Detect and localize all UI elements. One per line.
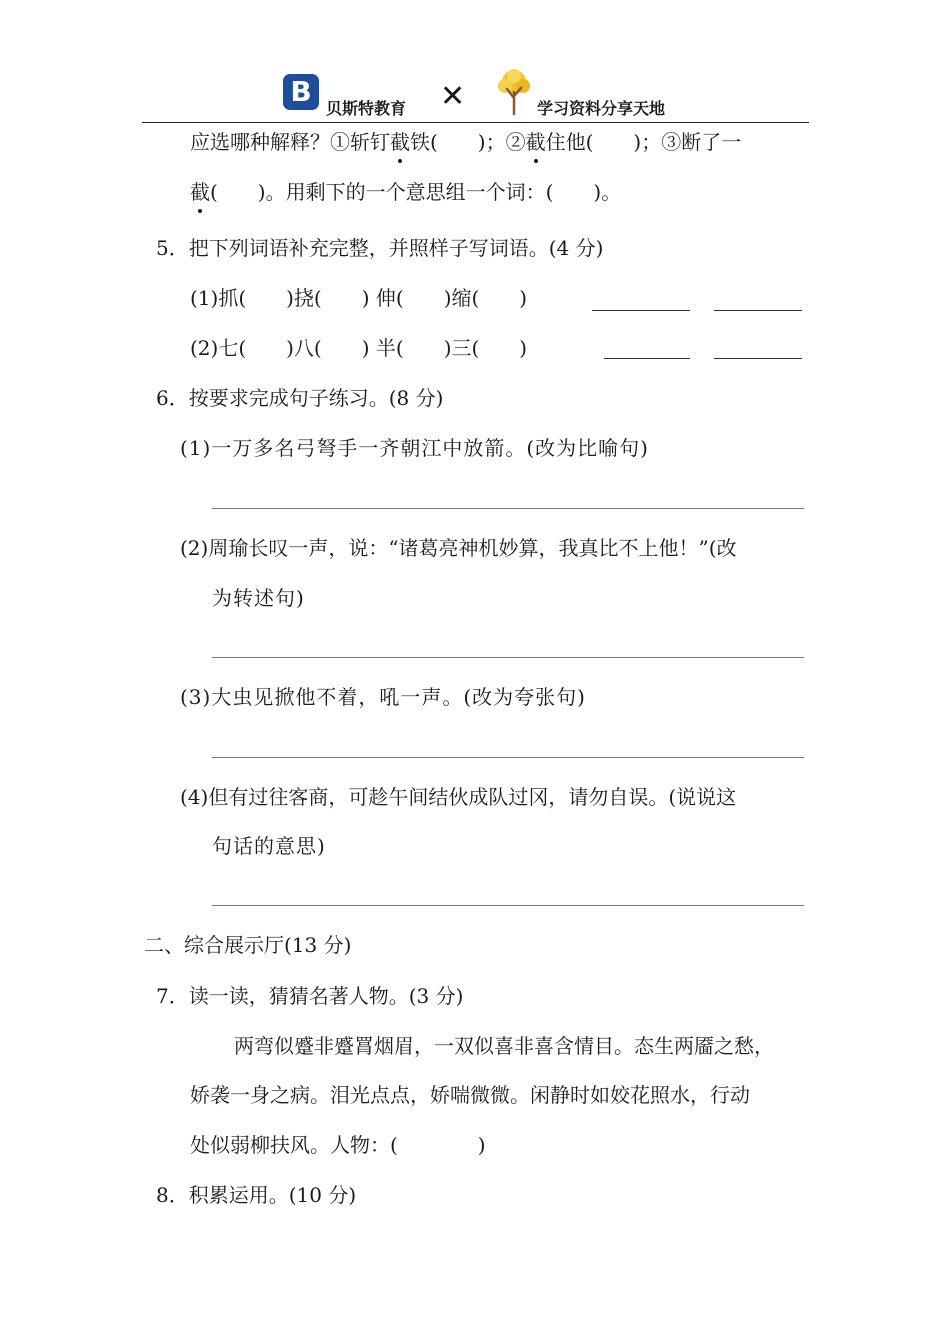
q5-row-2 <box>190 334 527 362</box>
q6-answer-line-3[interactable] <box>212 757 804 758</box>
q4-emphasis-char-3: 截 <box>190 180 210 204</box>
q5-answer-blank[interactable] <box>604 338 690 359</box>
q6-sentence-4b: 句话的意思) <box>212 834 326 858</box>
q6-sentence-2a: (2)周瑜长叹一声，说：“诸葛亮神机妙算，我真比不上他！”(改 <box>180 536 737 560</box>
q4-emphasis-char-1: 截 <box>390 130 410 154</box>
q5-answer-blank[interactable] <box>714 338 802 359</box>
q7-title: 7．读一读，猜猜名著人物。(3 分) <box>156 984 464 1008</box>
q7-passage-line-1: 两弯似蹙非蹙罥烟眉，一双似喜非喜含情目。态生两靥之愁， <box>234 1034 774 1058</box>
q4-line-1 <box>190 128 741 156</box>
collab-separator: ✕ <box>440 79 466 114</box>
tree-logo-icon <box>494 68 534 116</box>
q8-title: 8．积累运用。(10 分) <box>156 1183 357 1207</box>
brand-logo-icon: B <box>283 74 319 110</box>
q4-text-a: 应选哪种解释？①斩钉 <box>190 130 390 154</box>
brand-name-left: 贝斯特教育 <box>326 99 407 118</box>
q4-text-b: 铁( )；② <box>410 130 526 154</box>
q4-text-d: ( )。用剩下的一个意思组一个词：( )。 <box>210 180 622 204</box>
q7-passage-line-3: 处似弱柳扶风。人物：( ) <box>190 1133 486 1157</box>
q6-answer-line-4[interactable] <box>212 905 804 906</box>
page-header <box>0 60 950 124</box>
q6-answer-line-2[interactable] <box>212 657 804 658</box>
q4-text-c: 住他( )；③断了一 <box>545 130 742 154</box>
q5-row-1-text: (1)抓( )挠( ) 伸( )缩( ) <box>190 286 528 310</box>
q6-sentence-2b: 为转述句) <box>212 586 305 610</box>
q5-answer-blank[interactable] <box>714 290 802 311</box>
q5-row-1 <box>190 284 527 312</box>
q6-title: 6．按要求完成句子练习。(8 分) <box>156 386 444 410</box>
q5-row-2-text: (2)七( )八( ) 半( )三( ) <box>190 336 528 360</box>
q6-sentence-3: (3)大虫见掀他不着，吼一声。(改为夸张句) <box>180 685 586 709</box>
q5-title: 5．把下列词语补充完整，并照样子写词语。(4 分) <box>156 236 604 260</box>
q4-line-2 <box>190 178 621 206</box>
brand-name-right: 学习资料分享天地 <box>537 99 666 118</box>
q7-passage-line-2: 娇袭一身之病。泪光点点，娇喘微微。闲静时如姣花照水，行动 <box>190 1083 750 1107</box>
q4-emphasis-char-2: 截 <box>525 130 546 154</box>
q6-sentence-4a: (4)但有过往客商，可趁午间结伙成队过冈，请勿自误。(说说这 <box>180 785 737 809</box>
q6-sentence-1: (1)一万多名弓弩手一齐朝江中放箭。(改为比喻句) <box>180 436 649 460</box>
section-2-title: 二、综合展示厅(13 分) <box>144 933 352 957</box>
header-rule <box>142 122 809 123</box>
q5-answer-blank[interactable] <box>592 290 690 311</box>
q6-answer-line-1[interactable] <box>212 508 804 509</box>
